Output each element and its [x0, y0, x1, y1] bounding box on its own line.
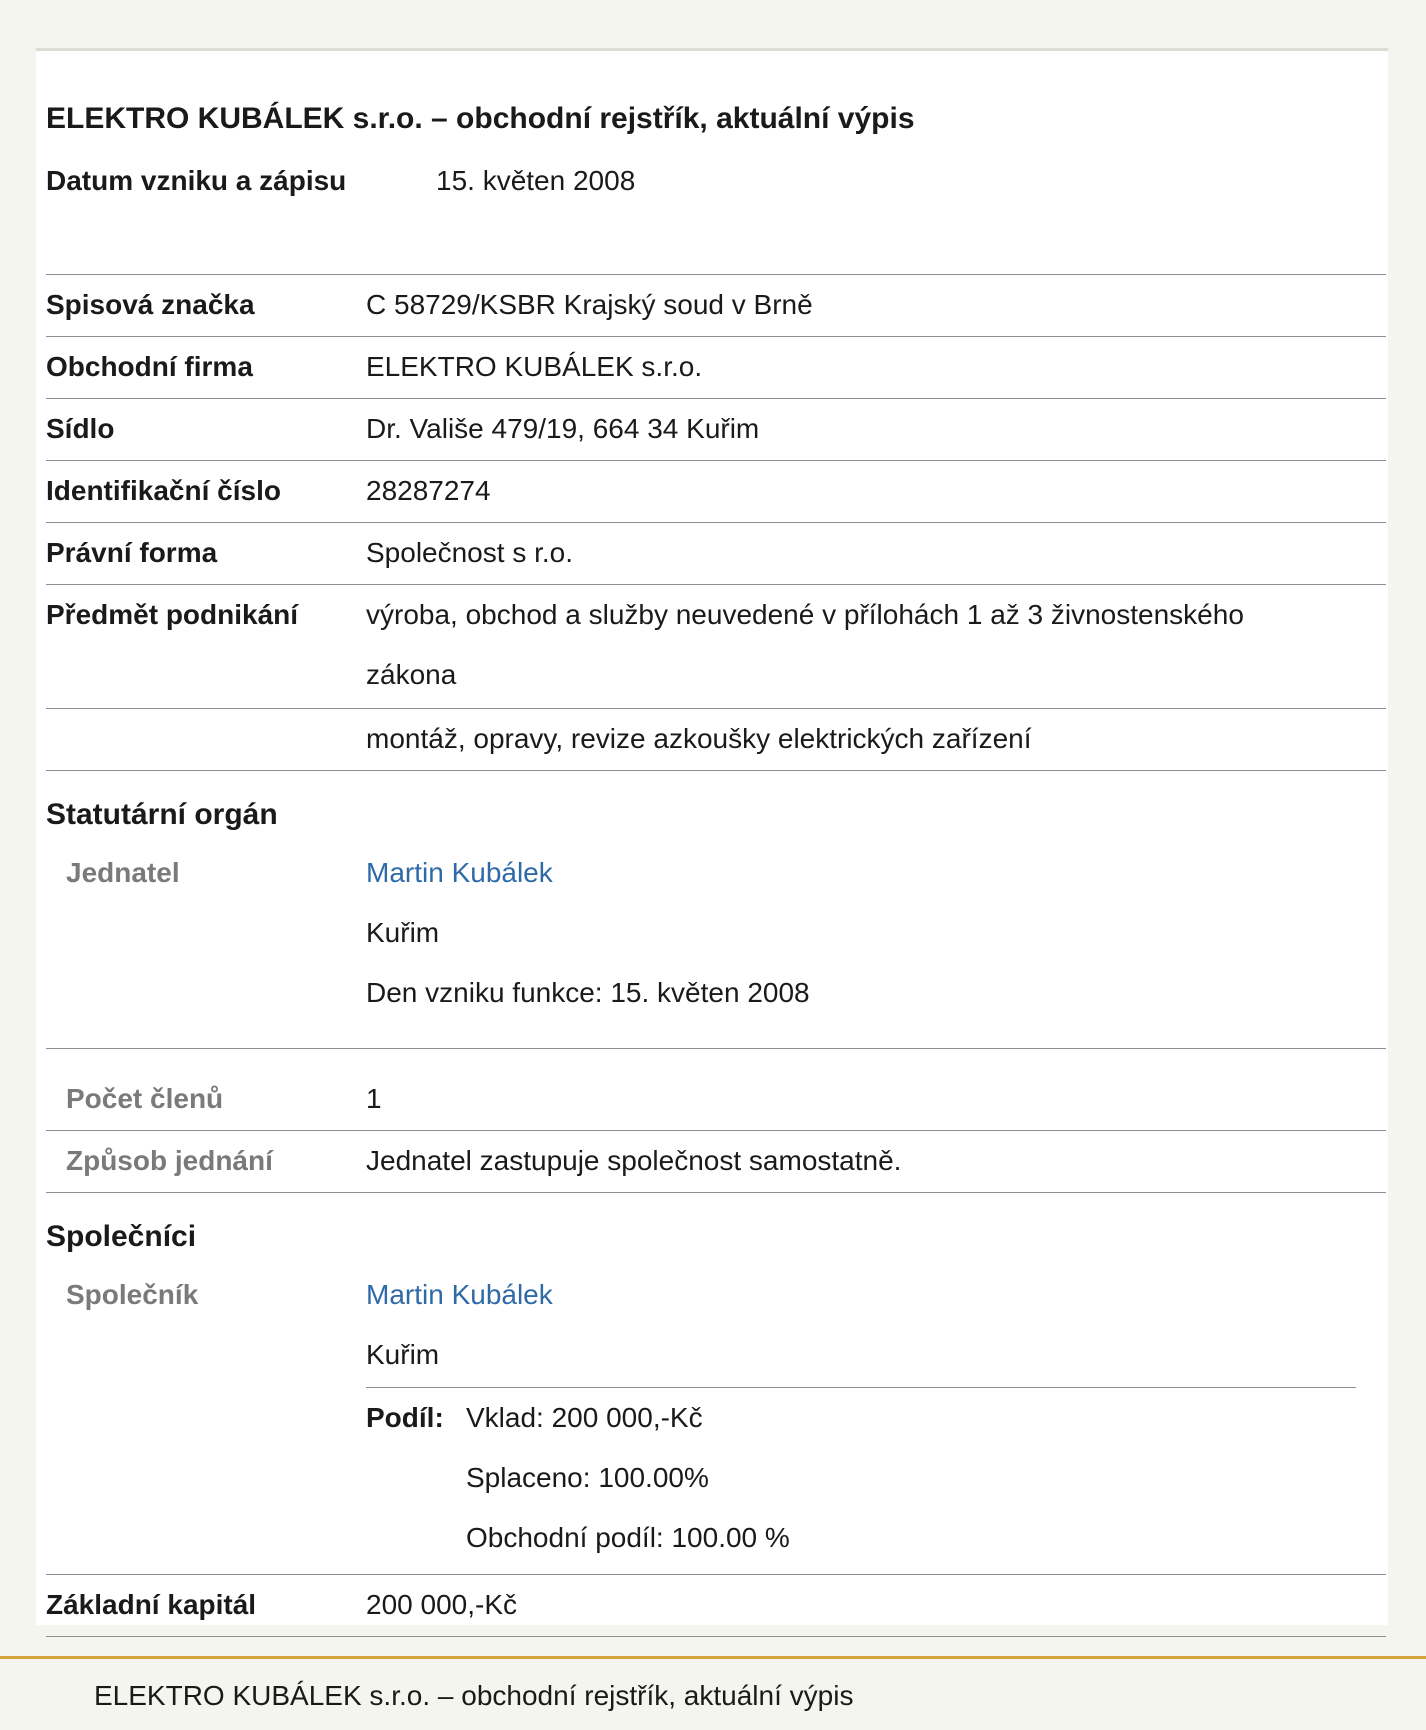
- splaceno-value: Splaceno: 100.00%: [466, 1462, 709, 1493]
- sidlo-label: Sídlo: [46, 413, 115, 444]
- page-title: ELEKTRO KUBÁLEK s.r.o. – obchodní rejstřík, aktuální výpis: [46, 102, 915, 135]
- jednatel-city: Kuřim: [366, 917, 440, 948]
- register-extract-panel: [36, 51, 1388, 1625]
- spolecnik-city: Kuřim: [366, 1339, 440, 1370]
- identifikacni-cislo-value: 28287274: [366, 475, 491, 506]
- predmet-podnikani-value-1: výroba, obchod a služby neuvedené v přílohách 1 až 3 živnostenského zákona: [366, 599, 1244, 690]
- row-datum-vzniku: [46, 151, 1386, 275]
- footer-title: ELEKTRO KUBÁLEK s.r.o. – obchodní rejstřík, aktuální výpis: [94, 1680, 854, 1711]
- row-pravni-forma: [46, 523, 1386, 585]
- row-jednatel: [46, 843, 1386, 1049]
- row-pocet-clenu: [46, 1049, 1386, 1131]
- row-sidlo: [46, 399, 1386, 461]
- pocet-clenu-value: 1: [366, 1083, 382, 1114]
- row-spolecnik: [46, 1265, 1386, 1575]
- podil-block: [366, 1387, 1356, 1568]
- zakladni-kapital-value: 200 000,-Kč: [366, 1589, 517, 1620]
- row-obchodni-firma: [46, 337, 1386, 399]
- row-spisova-znacka: [46, 275, 1386, 337]
- row-identifikacni-cislo: [46, 461, 1386, 523]
- jednatel-label: Jednatel: [66, 857, 180, 888]
- zakladni-kapital-label: Základní kapitál: [46, 1589, 257, 1620]
- pravni-forma-label: Právní forma: [46, 537, 218, 568]
- sidlo-value: Dr. Vališe 479/19, 664 34 Kuřim: [366, 413, 760, 444]
- predmet-podnikani-label: Předmět podnikání: [46, 599, 299, 630]
- jednatel-since: Den vzniku funkce: 15. květen 2008: [366, 977, 810, 1008]
- datum-vzniku-label: Datum vzniku a zápisu: [46, 165, 347, 196]
- vklad-value: Vklad: 200 000,-Kč: [466, 1402, 703, 1433]
- statutarni-organ-heading: Statutární orgán: [46, 798, 278, 831]
- obchodni-firma-value: ELEKTRO KUBÁLEK s.r.o.: [366, 351, 703, 382]
- pravni-forma-value: Společnost s r.o.: [366, 537, 574, 568]
- row-zpusob-jednani: [46, 1131, 1386, 1193]
- obchodni-podil-value: Obchodní podíl: 100.00 %: [466, 1522, 790, 1553]
- spolecnik-name-link[interactable]: Martin Kubálek: [366, 1279, 553, 1310]
- row-predmet-podnikani-2: [46, 709, 1386, 771]
- zpusob-jednani-label: Způsob jednání: [66, 1145, 273, 1176]
- identifikacni-cislo-label: Identifikační číslo: [46, 475, 281, 506]
- zpusob-jednani-value: Jednatel zastupuje společnost samostatně.: [366, 1145, 902, 1176]
- spolecnik-details: [366, 1265, 1386, 1568]
- footer-divider: [0, 1656, 1426, 1659]
- spolecnici-heading: Společníci: [46, 1220, 197, 1253]
- datum-vzniku-value: 15. květen 2008: [436, 165, 636, 196]
- predmet-podnikani-value-2: montáž, opravy, revize azkoušky elektrických zařízení: [366, 723, 1032, 754]
- jednatel-details: [366, 843, 1386, 1023]
- obchodni-firma-label: Obchodní firma: [46, 351, 253, 382]
- register-rows: [46, 151, 1386, 1637]
- podil-values: [466, 1388, 790, 1568]
- spisova-znacka-value: C 58729/KSBR Krajský soud v Brně: [366, 289, 813, 320]
- spisova-znacka-label: Spisová značka: [46, 289, 255, 320]
- jednatel-name-link[interactable]: Martin Kubálek: [366, 857, 553, 888]
- row-predmet-podnikani: [46, 585, 1386, 709]
- podil-label: Podíl:: [366, 1402, 444, 1433]
- row-zakladni-kapital: [46, 1575, 1386, 1637]
- spolecnik-label: Společník: [66, 1279, 199, 1310]
- pocet-clenu-label: Počet členů: [66, 1083, 224, 1114]
